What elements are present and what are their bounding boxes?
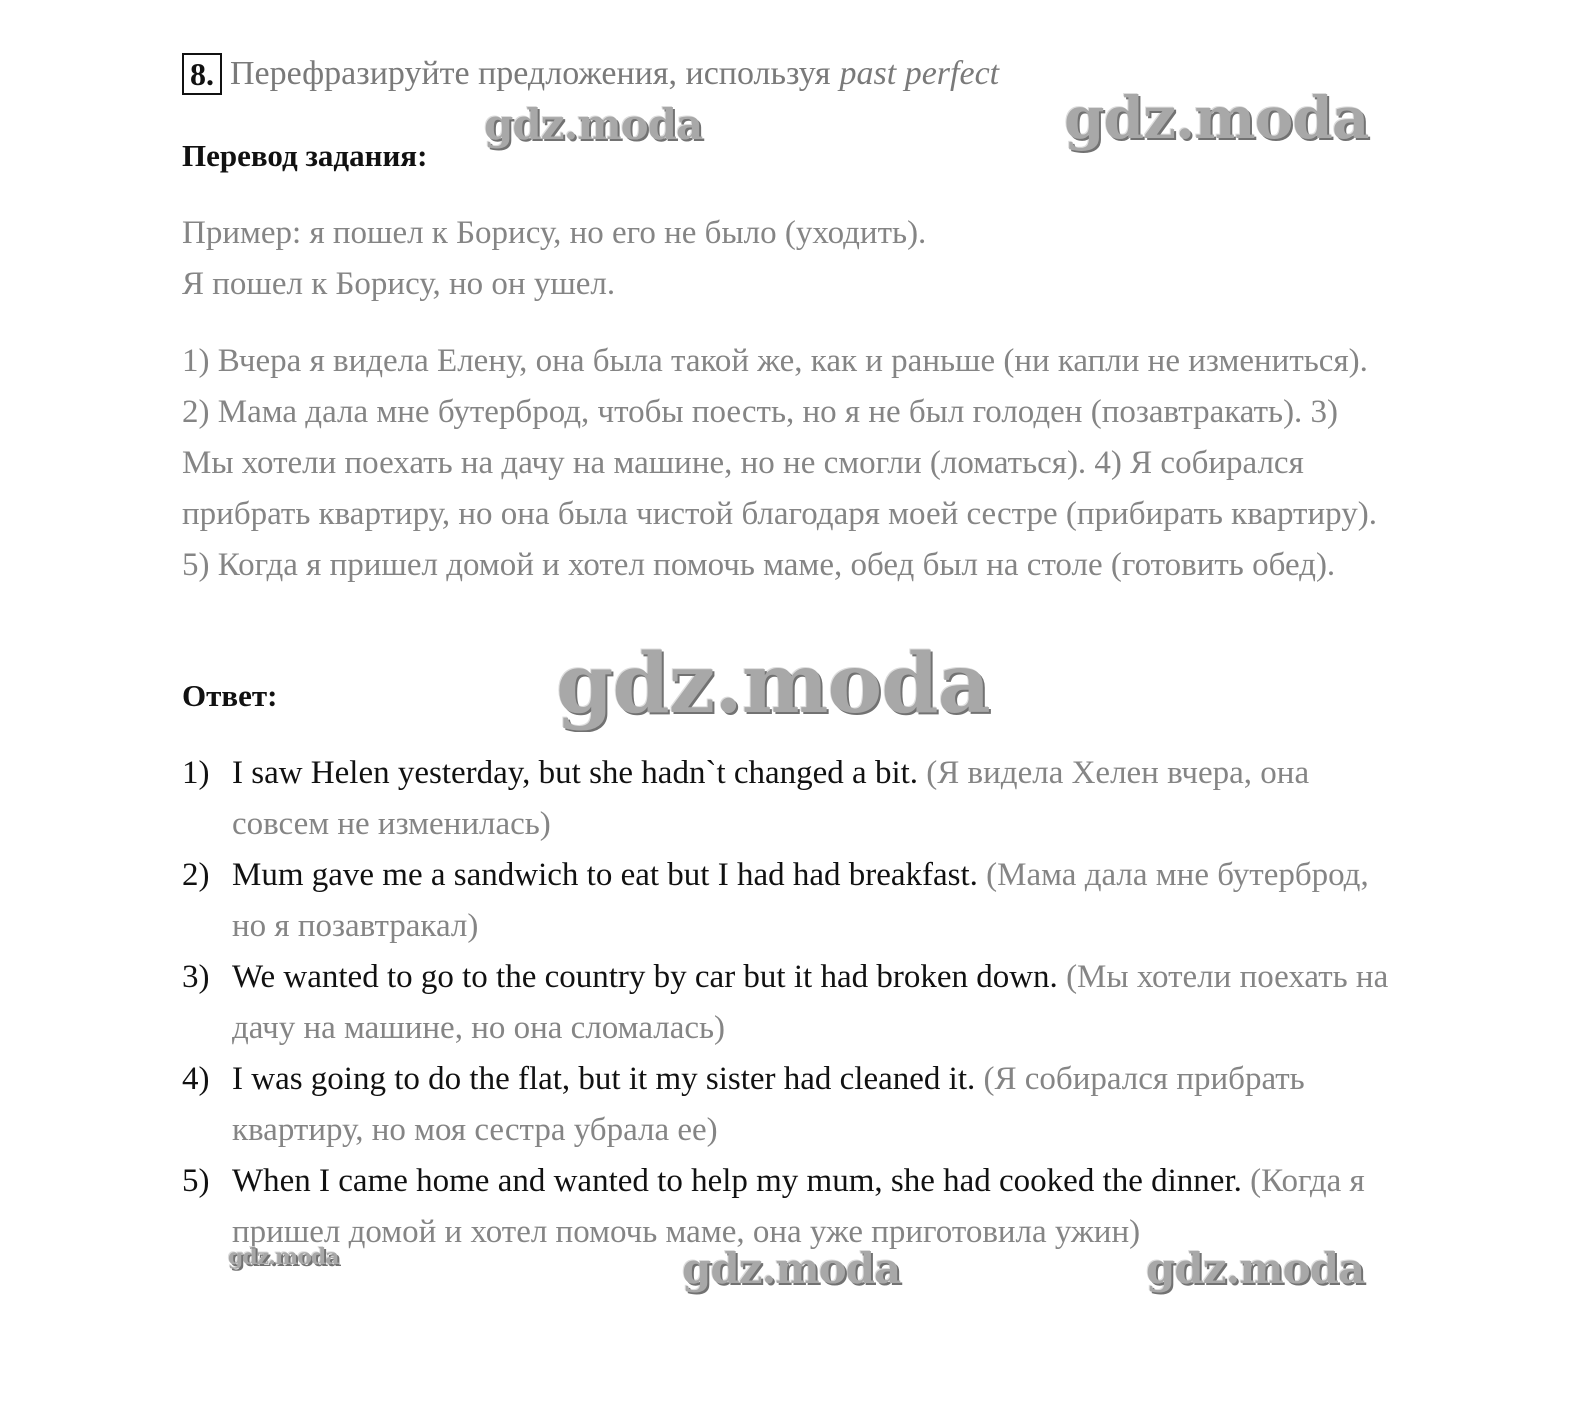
answer-content	[232, 850, 1397, 952]
task-instruction: Перефразируйте предложения, используя	[230, 55, 831, 92]
watermark: gdz.moda	[1146, 1244, 1365, 1293]
watermark: gdz.moda	[1064, 84, 1369, 152]
watermark: gdz.moda	[484, 100, 703, 149]
answer-number: 4)	[182, 1061, 210, 1097]
example-block	[182, 208, 1397, 310]
answer-item	[182, 748, 1397, 850]
answer-number: 2)	[182, 857, 210, 893]
translation-heading: Перевод задания:	[182, 138, 428, 173]
answer-content	[232, 1054, 1397, 1156]
answer-number: 5)	[182, 1163, 210, 1199]
answer-english: I saw Helen yesterday, but she hadn`t changed a bit.	[232, 755, 919, 791]
answer-content	[232, 748, 1397, 850]
answer-item	[182, 1054, 1397, 1156]
answer-russian: (Мы хотели поехать на дачу на машине, но она сломалась)	[232, 959, 1389, 1046]
watermark: gdz.moda	[556, 636, 990, 732]
task-header	[182, 52, 999, 96]
answer-english: When I came home and wanted to help my mum, she had cooked the dinner.	[232, 1163, 1242, 1199]
answer-english: I was going to do the flat, but it my sister had cleaned it.	[232, 1061, 976, 1097]
answer-content	[232, 1156, 1397, 1258]
answer-number: 1)	[182, 755, 210, 791]
watermark: gdz.moda	[682, 1244, 901, 1293]
answer-item	[182, 952, 1397, 1054]
task-number: 8.	[182, 53, 222, 95]
answer-russian: (Когда я пришел домой и хотел помочь маме, она уже приготовила ужин)	[232, 1163, 1365, 1250]
translation-text: 1) Вчера я видела Елену, она была такой же, как и раньше (ни капли не измениться). 2) Мама дала мне бутерброд, чтобы поесть, но я не был голоден (позавтракать). 3) Мы хотели поехать на дачу на машине, но не смогли (ломаться). 4) Я собирался прибрать квартиру, но она была чистой благодаря моей сестре (прибирать квартиру). 5) Когда я пришел домой и хотел помочь маме, обед был на столе (готовить обед).	[182, 343, 1377, 583]
watermark: gdz.moda	[228, 1244, 339, 1270]
answer-english: We wanted to go to the country by car but it had broken down.	[232, 959, 1058, 995]
answer-content	[232, 952, 1397, 1054]
answer-russian: (Я собирался прибрать квартиру, но моя сестра убрала ее)	[232, 1061, 1305, 1148]
answer-english: Mum gave me a sandwich to eat but I had had breakfast.	[232, 857, 978, 893]
answer-item	[182, 850, 1397, 952]
answer-russian: (Я видела Хелен вчера, она совсем не изменилась)	[232, 755, 1310, 842]
answer-number: 3)	[182, 959, 210, 995]
task-instruction-italic: past perfect	[839, 55, 1000, 92]
example-line-1: Пример: я пошел к Борису, но его не было (уходить).	[182, 215, 927, 251]
answer-heading: Ответ:	[182, 678, 278, 713]
answer-list	[182, 748, 1397, 1258]
example-line-2: Я пошел к Борису, но он ушел.	[182, 266, 616, 302]
answer-russian: (Мама дала мне бутерброд, но я позавтракал)	[232, 857, 1369, 944]
answer-item	[182, 1156, 1397, 1258]
